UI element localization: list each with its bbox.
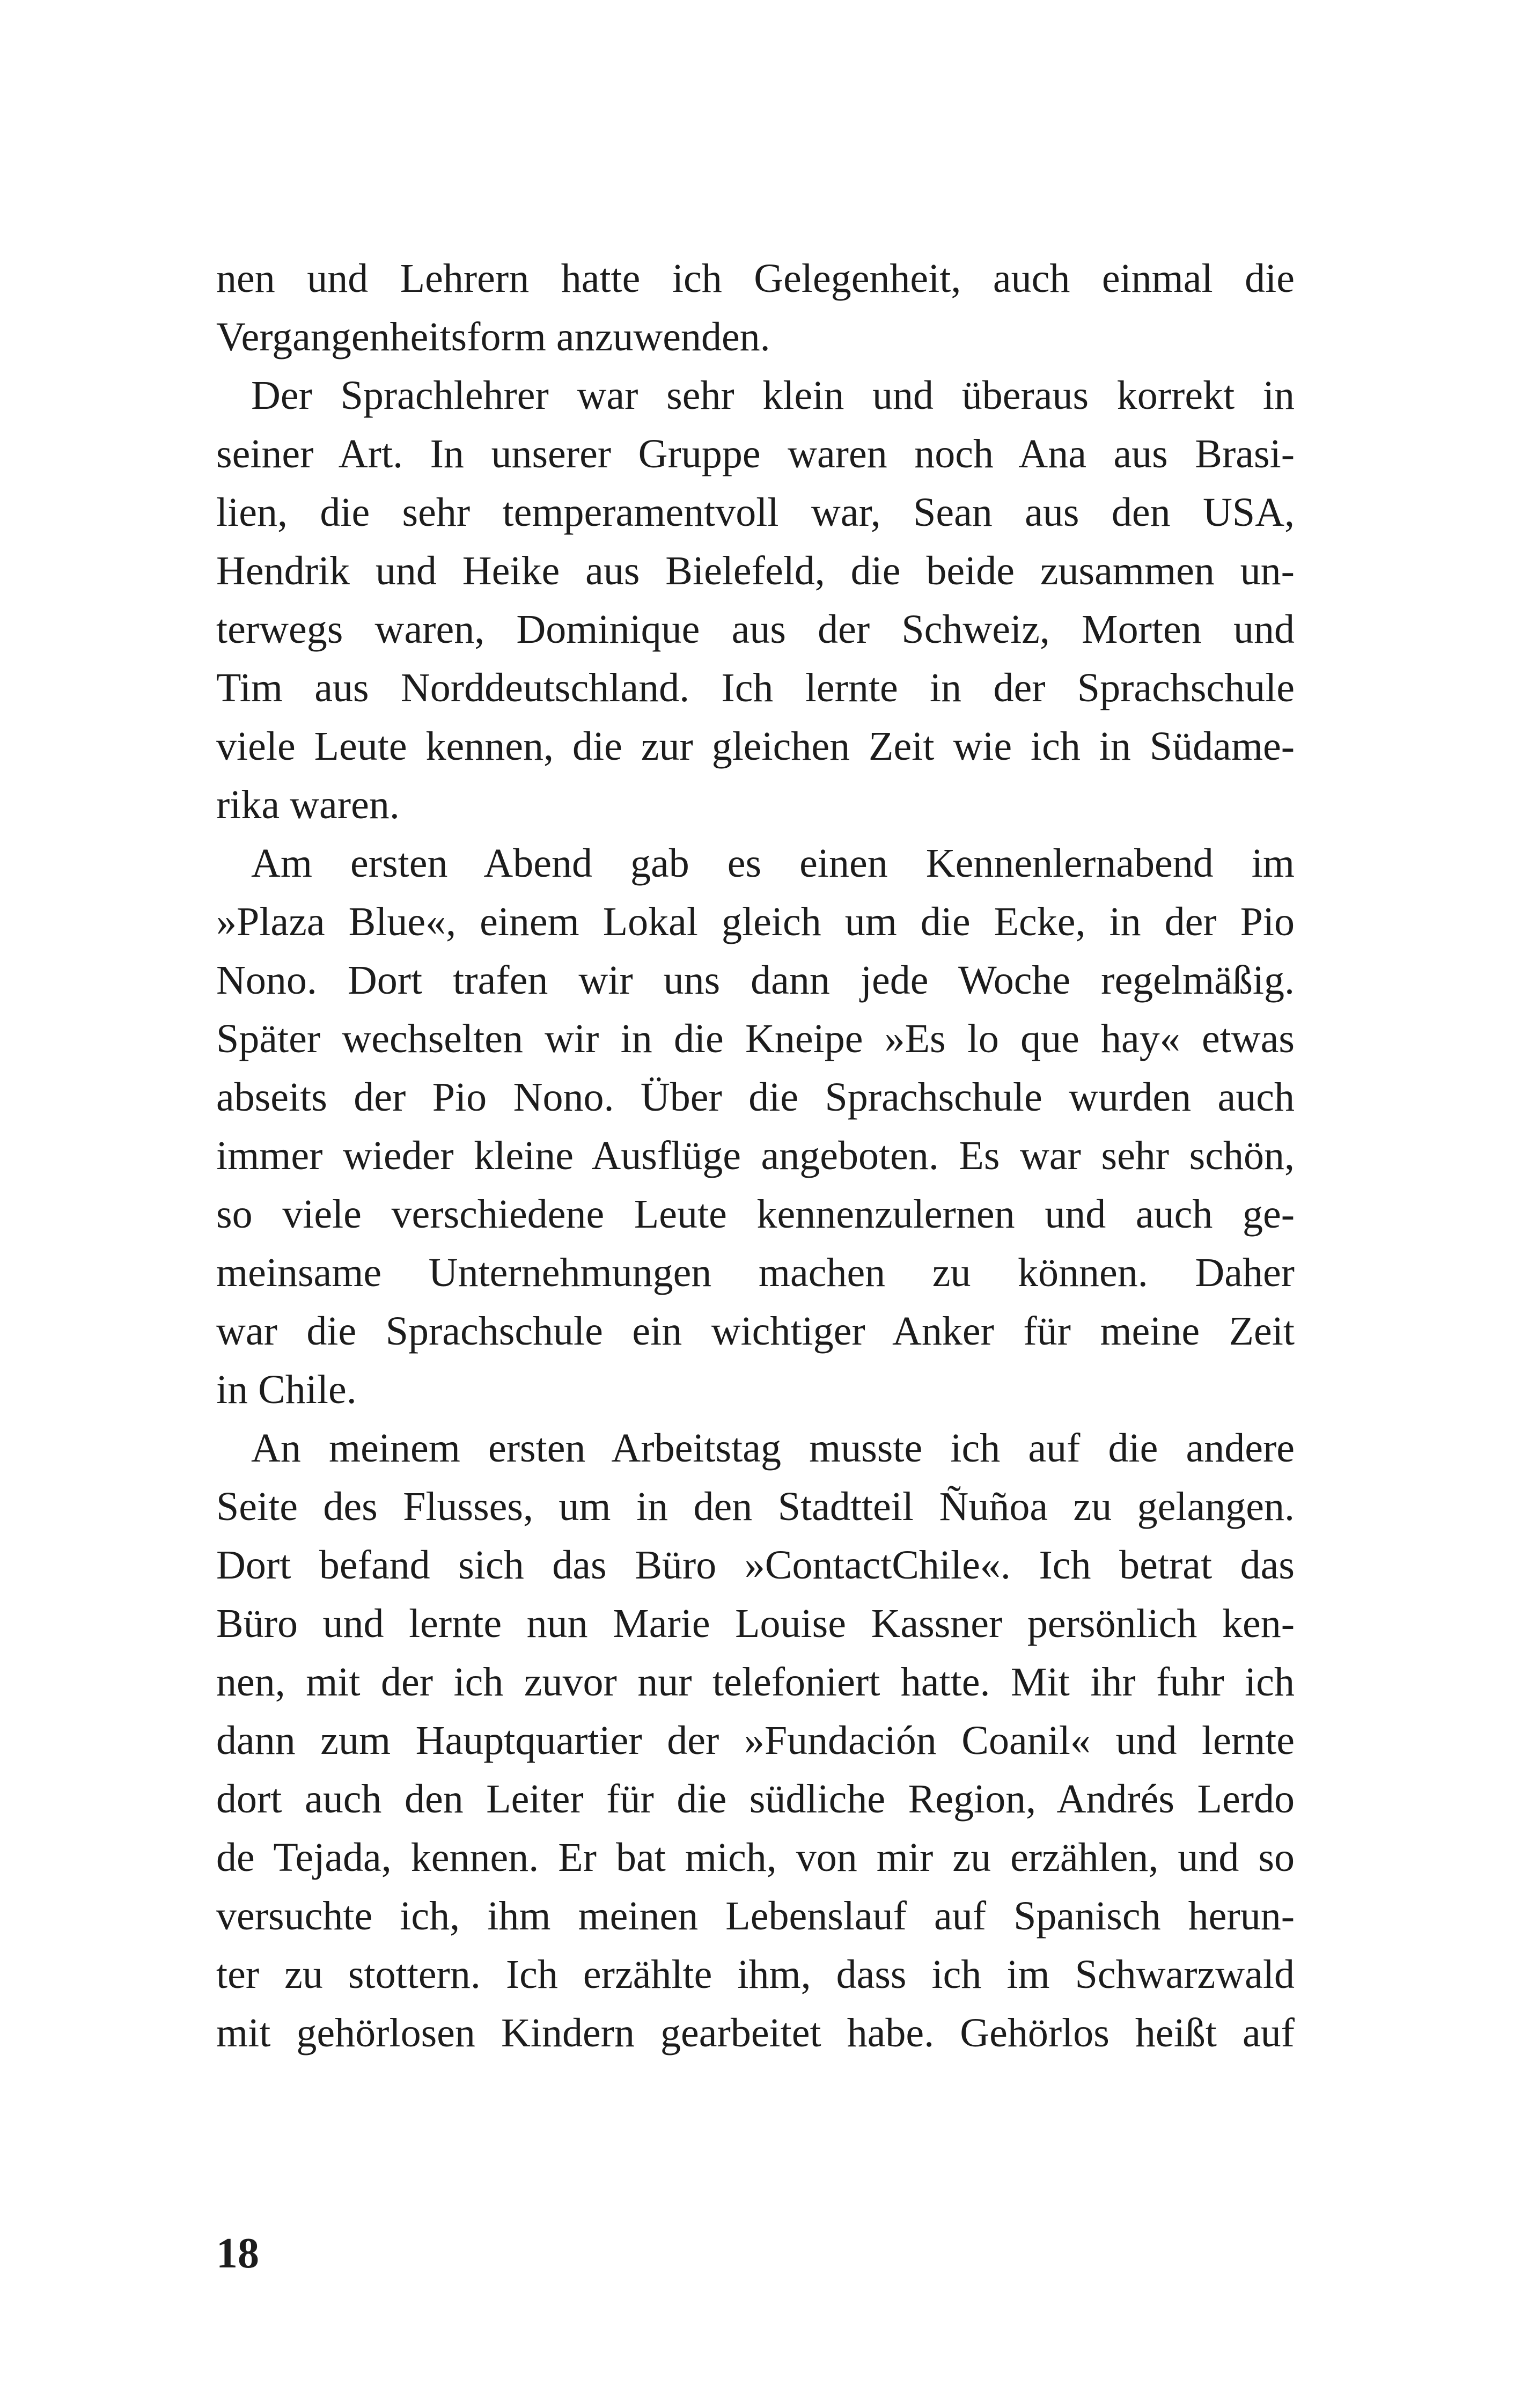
text-line: meinsame Unternehmungen machen zu können. Daher (216, 1250, 1295, 1295)
text-line: Dort befand sich das Büro »ContactChile«. Ich betrat das (216, 1543, 1295, 1588)
text-line: dann zum Hauptquartier der »Fundación Coanil« und lernte (216, 1718, 1295, 1763)
text-line: abseits der Pio Nono. Über die Sprachschule wurden auch (216, 1075, 1295, 1120)
text-line: nen und Lehrern hatte ich Gelegenheit, auch einmal die (216, 256, 1295, 301)
text-line: viele Leute kennen, die zur gleichen Zeit wie ich in Südame- (216, 724, 1295, 769)
text-line: ter zu stottern. Ich erzählte ihm, dass ich im Schwarzwald (216, 1952, 1295, 1997)
text-line: Der Sprachlehrer war sehr klein und überaus korrekt in (251, 373, 1295, 418)
text-line: Später wechselten wir in die Kneipe »Es lo que hay« etwas (216, 1016, 1295, 1061)
text-line: Seite des Flusses, um in den Stadtteil Ñuñoa zu gelangen. (216, 1484, 1295, 1529)
text-line: Vergangenheitsform anzuwenden. (216, 314, 770, 359)
text-line: »Plaza Blue«, einem Lokal gleich um die Ecke, in der Pio (216, 899, 1295, 944)
text-line: in Chile. (216, 1367, 357, 1412)
page-number: 18 (216, 2230, 259, 2277)
text-line: versuchte ich, ihm meinen Lebenslauf auf Spanisch herun- (216, 1893, 1295, 1939)
text-line: An meinem ersten Arbeitstag musste ich auf die andere (251, 1426, 1295, 1471)
text-line: lien, die sehr temperamentvoll war, Sean aus den USA, (216, 490, 1295, 535)
text-line: nen, mit der ich zuvor nur telefoniert hatte. Mit ihr fuhr ich (216, 1660, 1295, 1705)
text-line: Büro und lernte nun Marie Louise Kassner persönlich ken- (216, 1601, 1295, 1646)
text-line: Tim aus Norddeutschland. Ich lernte in der Sprachschule (216, 665, 1295, 710)
text-line: dort auch den Leiter für die südliche Region, Andrés Lerdo (216, 1776, 1295, 1822)
text-line: de Tejada, kennen. Er bat mich, von mir zu erzählen, und so (216, 1835, 1295, 1880)
text-line: seiner Art. In unserer Gruppe waren noch Ana aus Brasi- (216, 431, 1295, 476)
text-line: war die Sprachschule ein wichtiger Anker für meine Zeit (216, 1309, 1295, 1354)
text-line: rika waren. (216, 782, 400, 827)
text-line: terwegs waren, Dominique aus der Schweiz, Morten und (216, 607, 1295, 652)
text-line: so viele verschiedene Leute kennenzulernen und auch ge- (216, 1192, 1295, 1237)
text-line: Am ersten Abend gab es einen Kennenlernabend im (251, 841, 1295, 886)
text-line: mit gehörlosen Kindern gearbeitet habe. Gehörlos heißt auf (216, 2010, 1295, 2055)
text-line: Nono. Dort trafen wir uns dann jede Woche regelmäßig. (216, 958, 1295, 1003)
body-text (216, 249, 1295, 2062)
text-line: immer wieder kleine Ausflüge angeboten. Es war sehr schön, (216, 1133, 1295, 1178)
text-line: Hendrik und Heike aus Bielefeld, die beide zusammen un- (216, 548, 1295, 593)
